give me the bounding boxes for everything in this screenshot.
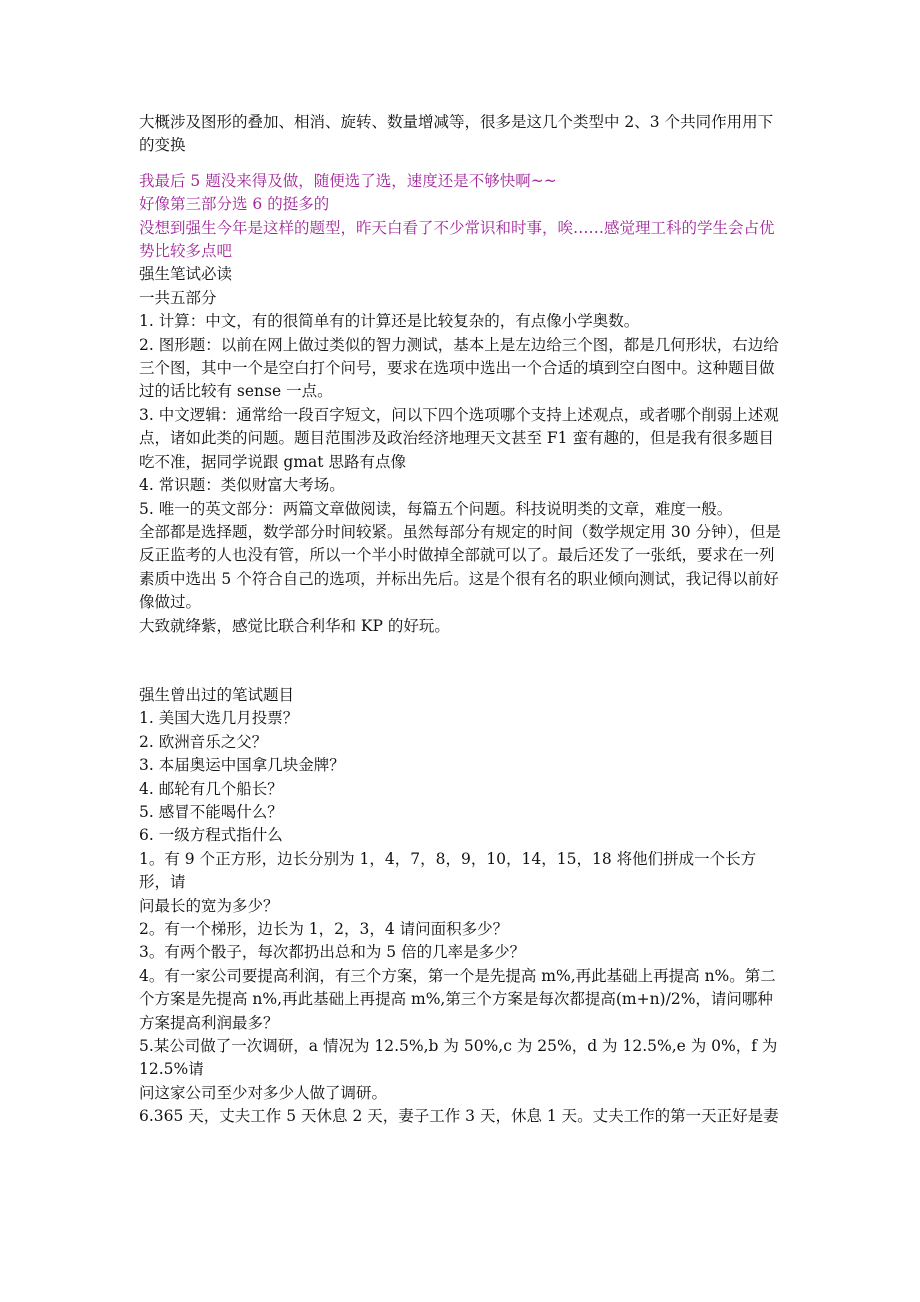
list-item: 5. 唯一的英文部分：两篇文章做阅读，每篇五个问题。科技说明类的文章，难度一般。 xyxy=(139,499,733,518)
comment-line: 好像第三部分选 6 的挺多的 xyxy=(139,195,330,214)
question-line: 2。有一个梯形，边长为 1，2，3，4 请问面积多少？ xyxy=(139,920,509,938)
question-line: 问这家公司至少对多少人做了调研。 xyxy=(139,1083,388,1102)
question-line: 6.365 天，丈夫工作 5 天休息 2 天，妻子工作 3 天，休息 1 天。丈夫工作的第一天正好是妻 xyxy=(139,1107,779,1126)
list-item: 2. 图形题：以前在网上做过类似的智力测试，基本上是左边给三个图，都是几何形状，右边给三个图，其中一个是空白打个问号，要求在选项中选出一个合适的填到空白图中。这种题目做过的话比较有 sense 一点。 xyxy=(139,335,779,401)
closing-paragraph: 大致就绛紫，感觉比联合利华和 KP 的好玩。 xyxy=(139,616,450,635)
question-line: 1. 美国大选几月投票？ xyxy=(139,709,299,728)
question-line: 4. 邮轮有几个船长？ xyxy=(139,779,283,798)
list-item: 4. 常识题：类似财富大考场。 xyxy=(139,476,345,495)
list-item: 3. 中文逻辑：通常给一段百字短文，问以下四个选项哪个支持上述观点，或者哪个削弱上述观点，诸如此类的问题。题目范围涉及政治经济地理天文甚至 F1 蛮有趣的，但是我有很多题目吃不准，据同学说跟 gmat 思路有点像 xyxy=(139,405,779,471)
question-line: 3。有两个骰子，每次都扔出总和为 5 倍的几率是多少？ xyxy=(139,943,526,962)
spacer xyxy=(139,158,787,170)
question-line: 5. 感冒不能喝什么？ xyxy=(139,802,283,821)
comment-line: 没想到强生今年是这样的题型，昨天白看了不少常识和时事，唉……感觉理工科的学生会占优势比较多点吧 xyxy=(139,218,775,261)
question-line: 2. 欧洲音乐之父？ xyxy=(139,732,268,751)
question-line: 5.某公司做了一次调研，a 情况为 12.5%,b 为 50%,c 为 25%，d 为 12.5%,e 为 0%，f 为 12.5%请 xyxy=(139,1037,783,1079)
section-subtitle: 一共五部分 xyxy=(139,288,217,307)
summary-paragraph: 全部都是选择题，数学部分时间较紧。虽然每部分有规定的时间（数学规定用 30 分钟），但是反正监考的人也没有管，所以一个半小时做掉全部就可以了。最后还发了一张纸，要求在一列素质中选出 5 个符合自己的选项，并标出先后。这是个很有名的职业倾向测试，我记得以前好像做过。 xyxy=(139,522,781,612)
section-title-past-questions: 强生曾出过的笔试题目 xyxy=(139,685,295,704)
spacer xyxy=(139,638,787,684)
comment-line: 我最后 5 题没来得及做，随便选了选，速度还是不够快啊~~ xyxy=(139,171,557,190)
list-item: 1. 计算：中文，有的很简单有的计算还是比较复杂的，有点像小学奥数。 xyxy=(139,312,640,331)
question-line: 问最长的宽为多少？ xyxy=(139,896,279,915)
intro-paragraph: 大概涉及图形的叠加、相消、旋转、数量增减等，很多是这几个类型中 2、3 个共同作用用下的变换 xyxy=(139,113,774,155)
section-title-must-read: 强生笔试必读 xyxy=(139,265,233,284)
question-line: 3. 本届奥运中国拿几块金牌？ xyxy=(139,756,345,775)
question-line: 4。有一家公司要提高利润，有三个方案，第一个是先提高 m%,再此基础上再提高 n%。第二个方案是先提高 n%,再此基础上再提高 m%,第三个方案是每次都提高(m+n)/2%，请问哪种方案提高利润最多？ xyxy=(139,966,776,1032)
question-line: 6. 一级方程式指什么 xyxy=(139,826,283,845)
question-line: 1。有 9 个正方形，边长分别为 1，4，7，8，9，10，14，15，18 将他们拼成一个长方形，请 xyxy=(139,849,757,892)
document-body xyxy=(139,111,787,1129)
